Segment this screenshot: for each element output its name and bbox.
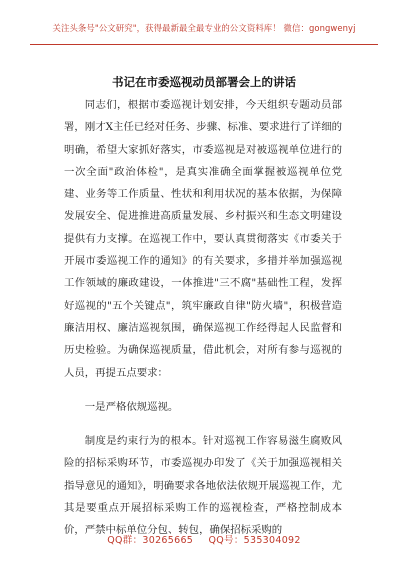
document-body xyxy=(64,94,342,542)
footer-contact xyxy=(0,532,408,546)
paragraph-point-one-body: 制度是约束行为的根本。针对巡视工作容易滋生腐败风险的招标采购环节，市委巡视办印发了《关于加强巡视相关指导意见的通知》，明确要求各地依法依规开展巡视工作，尤其是要重点开展招标采购工作的巡视检查，严格控制成本价，严禁中标单位分包、转包，确保招标采购的 xyxy=(64,435,342,537)
paragraph-point-one-heading: 一是严格依规巡视。 xyxy=(84,400,179,413)
header-note: 关注头条号"公文研究"，获得最新最全最专业的公文资料库！ 微信：gongwenyj xyxy=(52,23,356,33)
paragraph-intro: 同志们，根据市委巡视计划安排，今天组织专题动员部署，刚才X主任已经对任务、步骤、标准、要求进行了详细的明确，希望大家抓好落实，市委巡视是对被巡视单位进行的一次全面"政治体检"，是真实准确全面掌握被巡视单位党建、业务等工作质量、性状和利用状况的基本依据，为保障发展安全、促进推进高质量发展、乡村振兴和生态文明建设提供有力支撑。在巡视工作中，要认真贯彻落实《市委关于开展市委巡视工作的通知》的有关要求，多措并举加强巡视工作领域的廉政建设，一体推进"三不腐"基础性工程，发挥好巡视的"五个关键点"，筑牢廉政自律"防火墙"，积极营造廉洁用权、廉洁巡视氛围，确保巡视工作经得起人民监督和历史检验。为确保巡视质量，借此机会，对所有参与巡视的人员，再提五点要求： xyxy=(64,99,342,379)
header-divider xyxy=(30,44,378,45)
footer-qq-group: QQ群：30265665 xyxy=(107,535,194,546)
document-title: 书记在市委巡视动员部署会上的讲话 xyxy=(112,75,296,89)
footer-qq-number: QQ号：535304092 xyxy=(208,535,301,546)
